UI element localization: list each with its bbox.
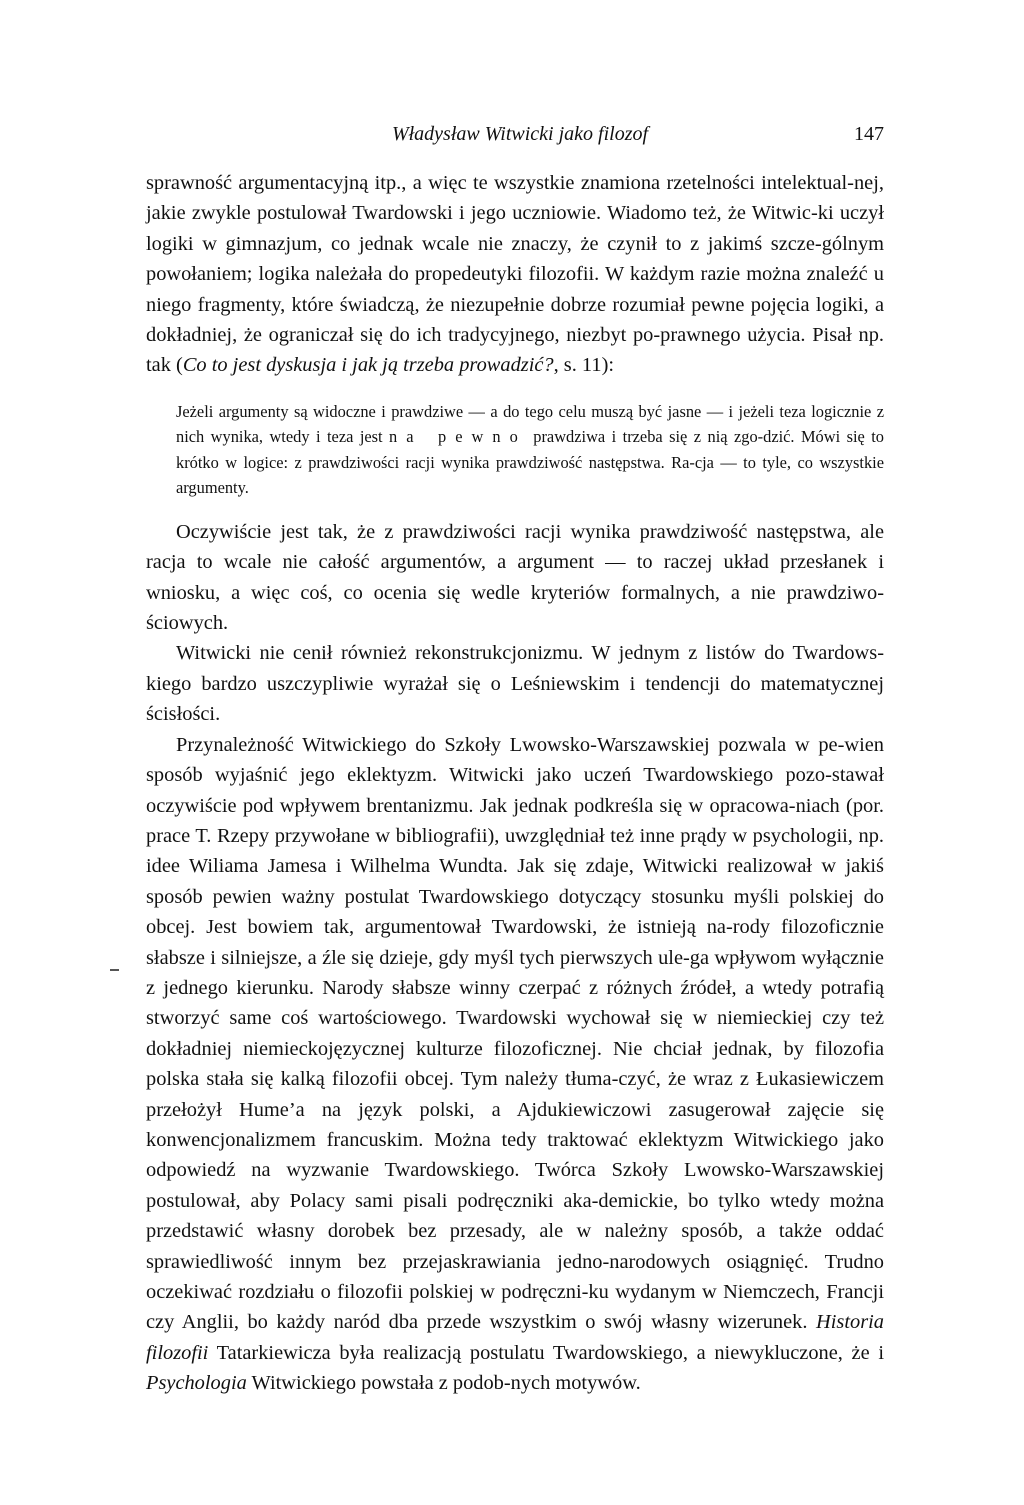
paragraph-3: Witwicki nie cenił również rekonstrukcjonizmu. W jednym z listów do Twardows-kiego bardzo uszczypliwie wyrażał się o Leśniewskim i tendencji do matematycznej ścisłości. xyxy=(146,642,884,726)
paragraph-1-text-b: , s. 11): xyxy=(553,354,615,377)
margin-mark xyxy=(110,969,119,971)
quote-emphasis: na pewno xyxy=(389,427,527,447)
italic-title-psychologia: Psychologia xyxy=(146,1372,247,1395)
paragraph-4-text-c: Witwickiego powstała z podob-nych motywów. xyxy=(246,1372,641,1395)
cited-title: Co to jest dyskusja i jak ją trzeba prowadzić? xyxy=(182,354,554,377)
paragraph-4 xyxy=(146,730,884,1399)
italic-title-historia: Historia filozofii xyxy=(146,1311,884,1364)
quote-text xyxy=(176,399,884,501)
paragraph-4-text-b: Tatarkiewicza była realizacją postulatu Twardowskiego, a niewykluczone, że i xyxy=(208,1341,884,1364)
body-text xyxy=(146,168,884,1399)
page-header xyxy=(146,118,884,150)
quote-text-b: prawdziwa i trzeba się z nią zgo-dzić. Mówi się to krótko w logice: z prawdziwości racji wynika prawdziwość następstwa. Ra-cja — to tyle, co wszystkie argumenty. xyxy=(176,427,884,498)
paragraph-4-text-a: Przynależność Witwickiego do Szkoły Lwowsko-Warszawskiej pozwala w pe-wien sposób wyjaśnić jego eklektyzm. Witwicki jako uczeń Twardowskiego pozo-stawał oczywiście pod wpływem brentanizmu. Jak jednak podkreśla się w opracowa-niach (por. prace T. Rzepy przywołane w bibliografii), uwzględniał też inne prądy w psychologii, np. idee Wiliama Jamesa i Wilhelma Wundta. Jak się zdaje, Witwicki realizował w jakiś sposób pewien ważny postulat Twardowskiego dotyczący stosunku myśli polskiej do obcej. Jest bowiem tak, argumentował Twardowski, że istnieją na-rody filozoficznie słabsze i silniejsze, a źle się dzieje, gdy myśl tych pierwszych ule-ga wpływom wyłącznie z jednego kierunku. Narody słabsze winny czerpać z różnych źródeł, a wtedy potrafią stworzyć same coś wartościowego. Twardowski wychował się w niemieckiej czy też dokładniej niemieckojęzycznej kulturze filozoficznej. Nie chciał jednak, by filozofia polska stała się kalką filozofii obcej. Tym należy tłuma-czyć, że wraz z Łukasiewiczem przełożył Hume’a na język polski, a Ajdukiewiczowi zasugerował zajęcie się konwencjonalizmem francuskim. Można tedy traktować eklektyzm Witwickiego jako odpowiedź na wyzwanie Twardowskiego. Twórca Szkoły Lwowsko-Warszawskiej postulował, aby Polacy sami pisali podręczniki aka-demickie, bo tylko wtedy można przedstawić własny dorobek bez przesady, ale w należny sposób, a także oddać sprawiedliwość innym bez przejaskrawiania jedno-narodowych osiągnięć. Trudno oczekiwać rozdziału o filozofii polskiej w podręczni-ku wydanym w Niemczech, Francji czy Anglii, bo każdy naród dba przede wszystkim o swój własny wizerunek. xyxy=(146,733,884,1334)
block-quote xyxy=(146,399,884,501)
quote-text-a: Jeżeli argumenty są widoczne i prawdziwe — a do tego celu muszą być jasne — i jeżeli teza logicznie z nich wynika, wtedy i teza jest xyxy=(176,401,884,447)
paragraph-2: Oczywiście jest tak, że z prawdziwości racji wynika prawdziwość następstwa, ale racja to wcale nie całość argumentów, a argument — to raczej układ przesłanek i wniosku, a więc coś, co ocenia się wedle kryteriów formalnych, a nie prawdziwo-ściowych. xyxy=(146,520,884,635)
page-number: 147 xyxy=(854,123,884,145)
running-title: Władysław Witwicki jako filozof xyxy=(391,123,649,145)
paragraph-1 xyxy=(146,168,884,381)
paragraph-1-text-a: sprawność argumentacyjną itp., a więc te wszystkie znamiona rzetelności intelektual-nej, jakie zwykle postulował Twardowski i jego uczniowie. Wiadomo też, że Witwic-ki uczył logiki w gimnazjum, co jednak wcale nie znaczy, że czynił to z jakimś szcze-gólnym powołaniem; logika należała do propedeutyki filozofii. W każdym razie można znaleźć u niego fragmenty, które świadczą, że niezupełnie dobrze rozumiał pewne pojęcia logiki, a dokładniej, że ograniczał się do ich tradycyjnego, niezbyt po-prawnego użycia. Pisał np. tak ( xyxy=(146,172,884,377)
